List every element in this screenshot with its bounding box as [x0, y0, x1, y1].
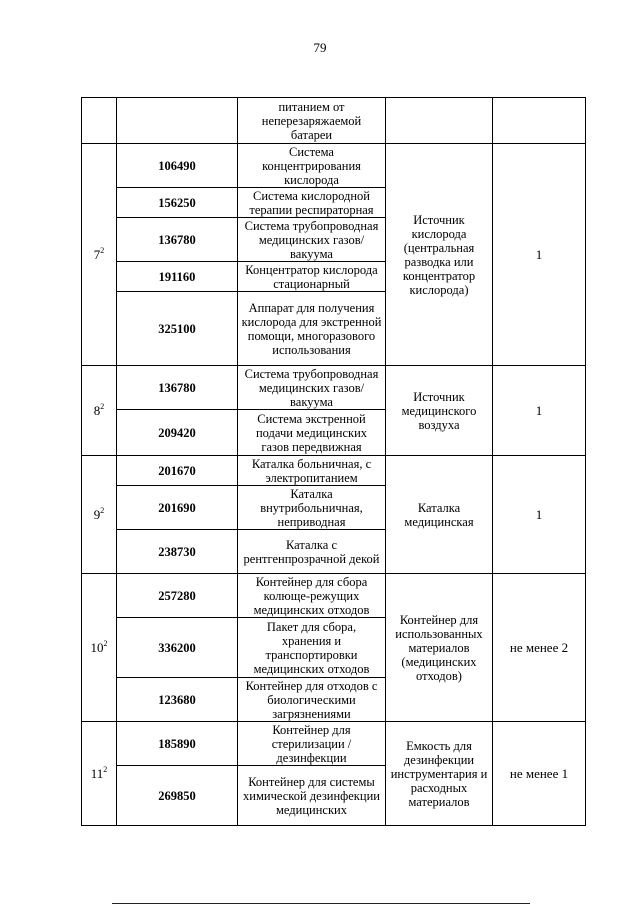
- table-row: [82, 144, 586, 188]
- item-name-cell: Система трубопроводная медицинских газов/вакуума: [238, 218, 386, 262]
- function-cell: Емкость для дезинфекции инструментария и расходных материалов: [386, 722, 493, 826]
- item-name-cell: Система экстренной подачи медицинских газов передвижная: [238, 410, 386, 456]
- item-name-cell: Каталка с рентгенпрозрачной декой: [238, 530, 386, 574]
- table-row: [82, 366, 586, 410]
- function-cell: Источник медицинского воздуха: [386, 366, 493, 456]
- row-number-superscript: 2: [100, 245, 105, 255]
- row-number: 7: [93, 246, 101, 262]
- function-cell: Источник кислорода (центральная разводка или концентратор кислорода): [386, 144, 493, 366]
- row-number-superscript: 2: [103, 638, 108, 648]
- item-name-cell: Контейнер для сбора колюще-режущих медицинских отходов: [238, 574, 386, 618]
- quantity-cell: 1: [493, 366, 586, 456]
- code-cell: 201690: [117, 486, 238, 530]
- row-number-superscript: 2: [100, 401, 105, 411]
- code-cell: 185890: [117, 722, 238, 766]
- item-name-cell: Аппарат для получения кислорода для экстренной помощи, многоразового использования: [238, 292, 386, 366]
- row-number-cell: [82, 98, 117, 144]
- code-cell: 123680: [117, 678, 238, 722]
- item-name-cell: Контейнер для системы химической дезинфекции медицинских: [238, 766, 386, 826]
- code-cell: 156250: [117, 188, 238, 218]
- row-number: 10: [90, 639, 104, 655]
- quantity-cell: 1: [493, 144, 586, 366]
- item-name-cell: Контейнер для отходов с биологическими загрязнениями: [238, 678, 386, 722]
- function-cell: [386, 98, 493, 144]
- code-cell: 201670: [117, 456, 238, 486]
- item-name-cell: питанием от неперезаряжаемой батареи: [238, 98, 386, 144]
- function-cell: Каталка медицинская: [386, 456, 493, 574]
- item-name-cell: Концентратор кислорода стационарный: [238, 262, 386, 292]
- function-cell: Контейнер для использованных материалов (медицинских отходов): [386, 574, 493, 722]
- item-name-cell: Контейнер для стерилизации /дезинфекции: [238, 722, 386, 766]
- item-name-cell: Система трубопроводная медицинских газов/вакуума: [238, 366, 386, 410]
- code-cell: 325100: [117, 292, 238, 366]
- code-cell: [117, 98, 238, 144]
- code-cell: 106490: [117, 144, 238, 188]
- quantity-cell: [493, 98, 586, 144]
- row-number: 9: [93, 506, 101, 522]
- row-number-cell: [82, 366, 117, 456]
- row-number-cell: [82, 456, 117, 574]
- quantity-cell: не менее 2: [493, 574, 586, 722]
- code-cell: 191160: [117, 262, 238, 292]
- table-row: [82, 722, 586, 766]
- code-cell: 209420: [117, 410, 238, 456]
- item-name-cell: Каталка больничная, с электропитанием: [238, 456, 386, 486]
- code-cell: 136780: [117, 366, 238, 410]
- table-row: [82, 456, 586, 486]
- table-row: [82, 98, 586, 144]
- row-number-superscript: 2: [103, 764, 108, 774]
- item-name-cell: Система концентрирования кислорода: [238, 144, 386, 188]
- quantity-cell: не менее 1: [493, 722, 586, 826]
- quantity-cell: 1: [493, 456, 586, 574]
- code-cell: 257280: [117, 574, 238, 618]
- equipment-table: [81, 97, 586, 826]
- row-number: 8: [93, 402, 101, 418]
- item-name-cell: Пакет для сбора, хранения и транспортировки медицинских отходов: [238, 618, 386, 678]
- table-row: [82, 574, 586, 618]
- page-number: 79: [313, 40, 327, 55]
- row-number: 11: [90, 765, 104, 781]
- bottom-divider: [112, 903, 530, 904]
- row-number-superscript: 2: [100, 505, 105, 515]
- row-number-cell: [82, 574, 117, 722]
- code-cell: 269850: [117, 766, 238, 826]
- code-cell: 136780: [117, 218, 238, 262]
- row-number-cell: [82, 722, 117, 826]
- item-name-cell: Система кислородной терапии респираторная: [238, 188, 386, 218]
- row-number-cell: [82, 144, 117, 366]
- item-name-cell: Каталка внутрибольничная, неприводная: [238, 486, 386, 530]
- code-cell: 238730: [117, 530, 238, 574]
- code-cell: 336200: [117, 618, 238, 678]
